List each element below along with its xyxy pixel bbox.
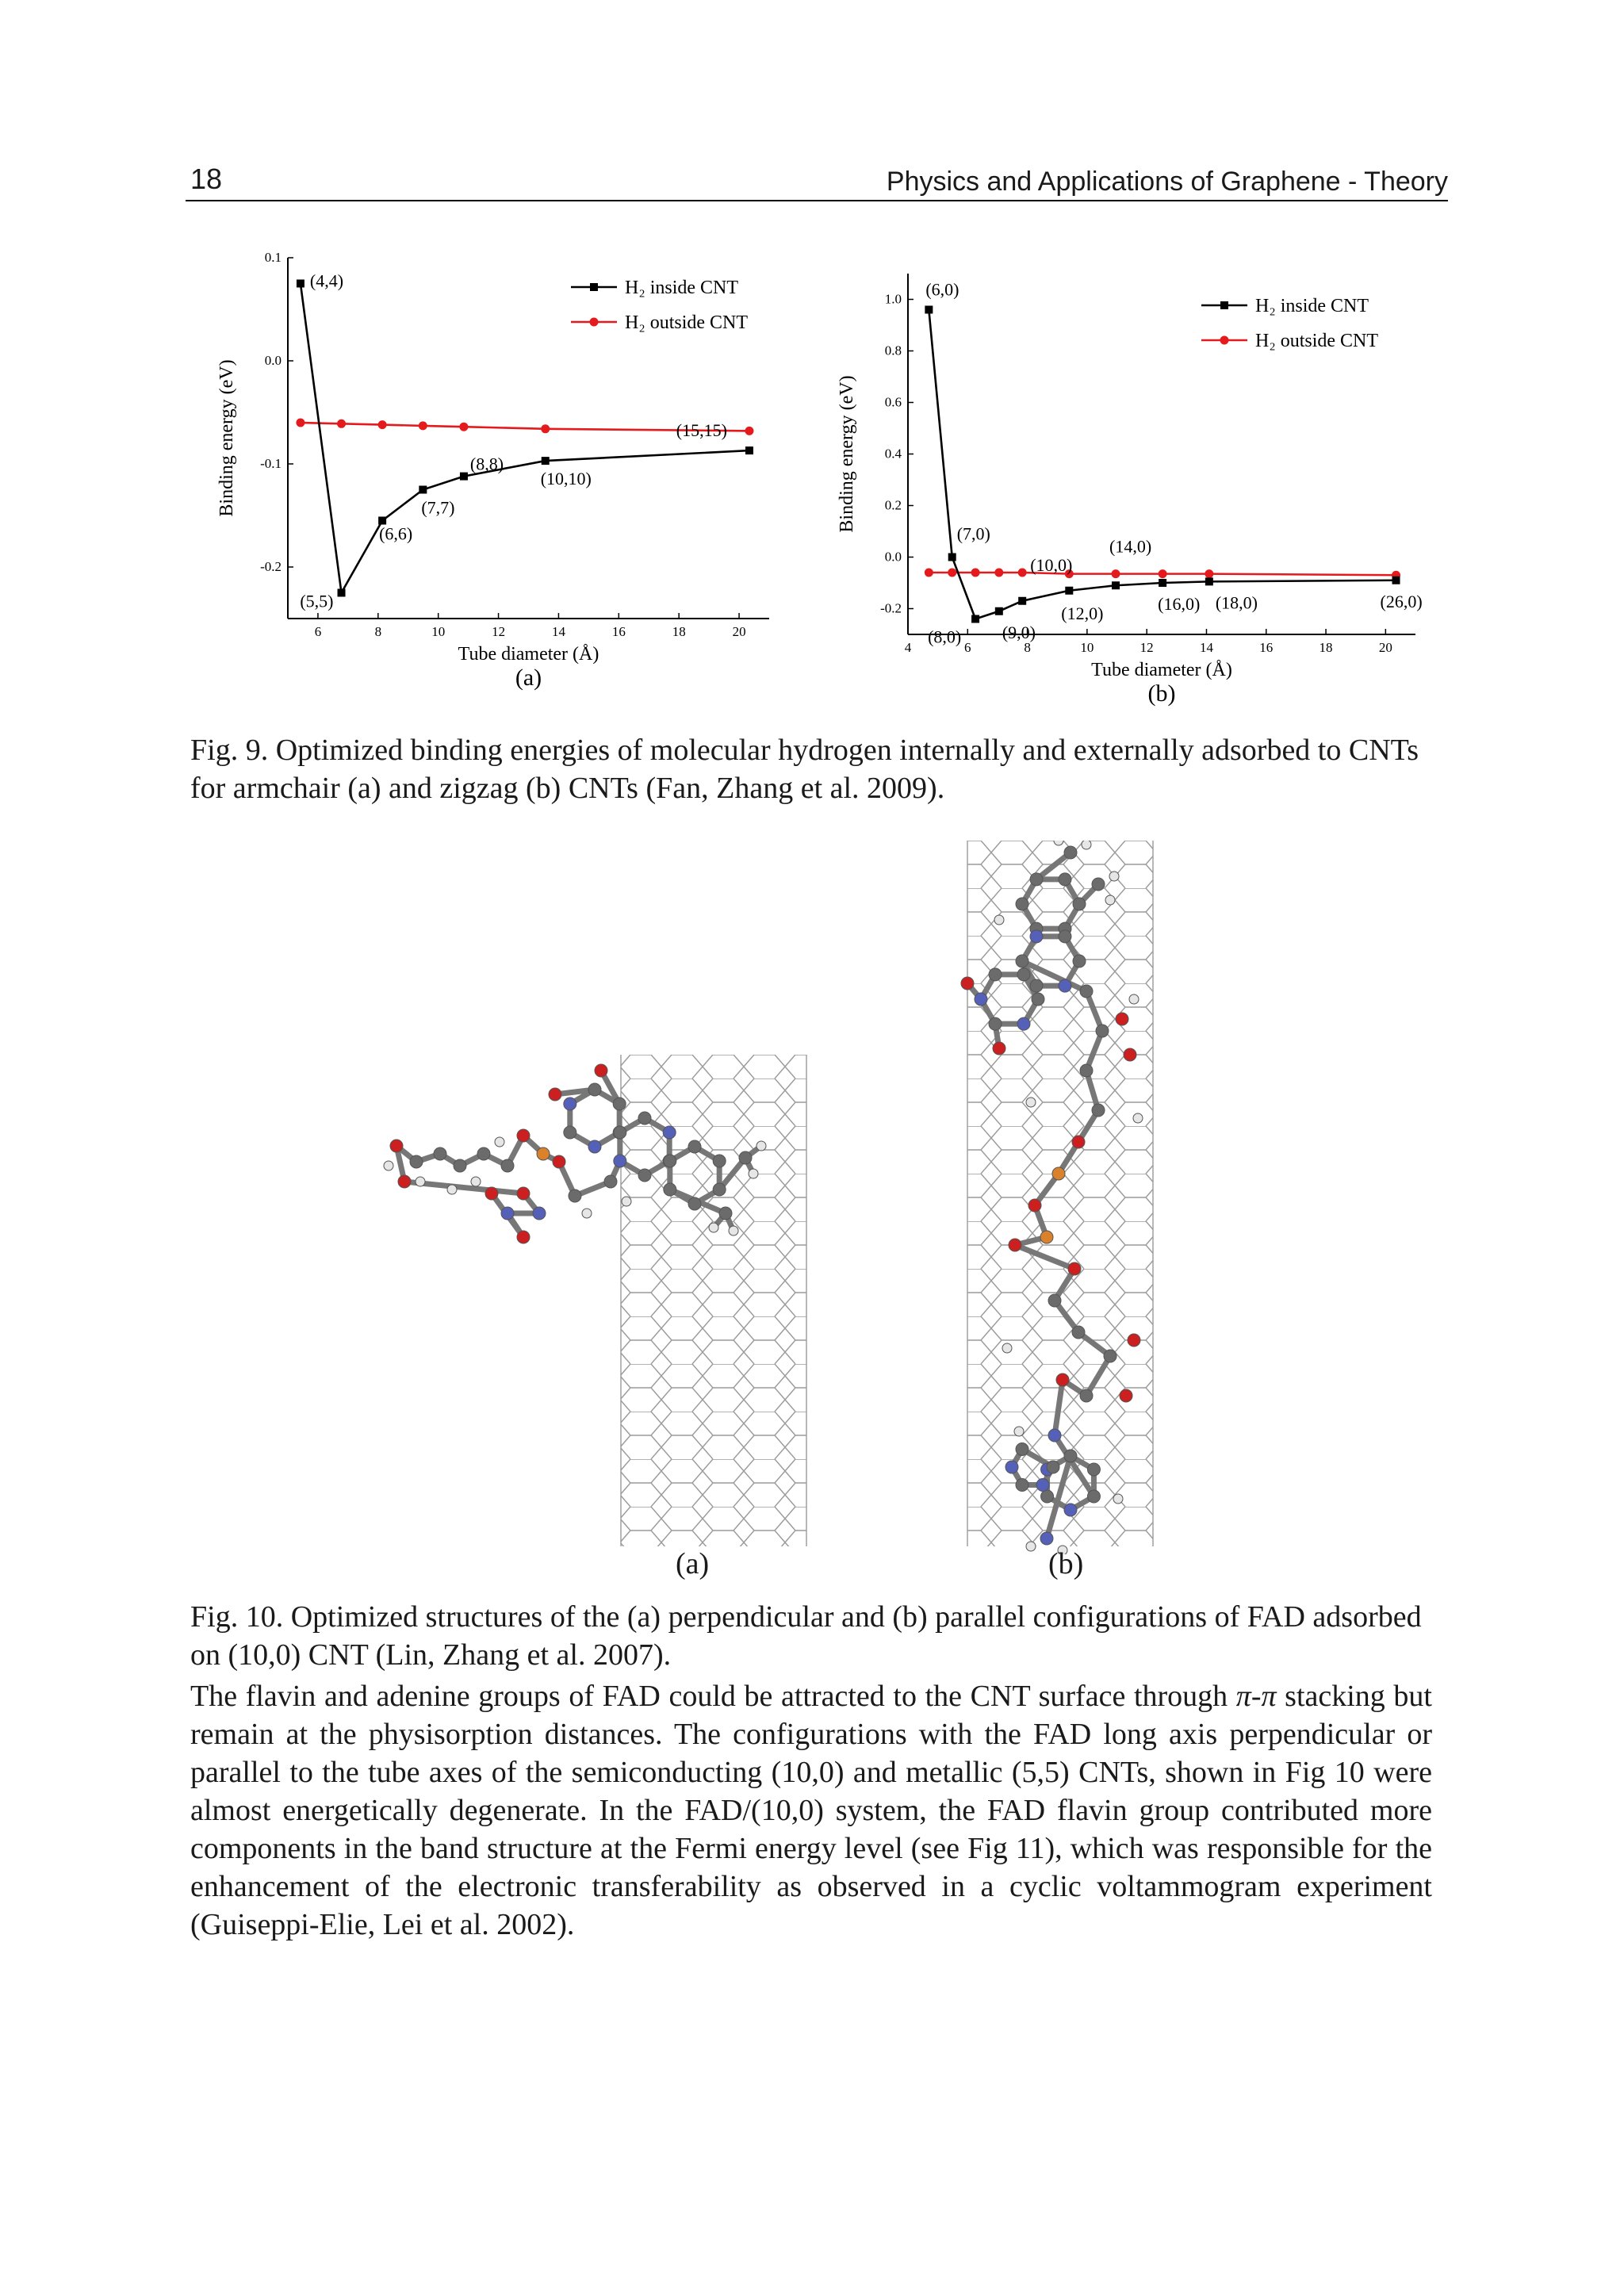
- data-point-circle: [1112, 569, 1120, 578]
- carbon-atom: [1092, 878, 1105, 891]
- carbon-atom: [1064, 1450, 1077, 1462]
- carbon-atom: [1017, 968, 1030, 981]
- point-annotation: (9,0): [1002, 622, 1036, 642]
- data-point-square: [338, 589, 346, 597]
- carbon-atom: [410, 1155, 423, 1168]
- data-point-square: [1065, 587, 1073, 595]
- legend-marker: [1220, 301, 1228, 309]
- carbon-atom: [454, 1159, 466, 1172]
- carbon-atom: [1059, 930, 1071, 943]
- carbon-atom: [569, 1190, 581, 1202]
- x-tick-label: 14: [551, 624, 565, 639]
- oxygen-atom: [1056, 1373, 1069, 1386]
- point-annotation: (10,0): [1030, 554, 1073, 575]
- carbon-atom: [1104, 1350, 1116, 1362]
- point-annotation: (7,7): [421, 497, 455, 518]
- nitrogen-atom: [1059, 979, 1071, 992]
- carbon-atom: [1030, 873, 1043, 886]
- cnt-tube-a: [621, 1055, 806, 1546]
- phosphorus-atom: [1052, 1167, 1065, 1180]
- carbon-atom: [713, 1155, 726, 1167]
- carbon-atom: [1080, 985, 1093, 998]
- data-point-square: [297, 280, 304, 288]
- hydrogen-atom: [384, 1161, 393, 1170]
- figure-9-caption: Fig. 9. Optimized binding energies of molecular hydrogen internally and externally adsorbed to CNTs for armchair (a) and zigzag (b) CNTs (Fan, Zhang et al. 2009).: [190, 734, 1419, 805]
- point-annotation: (26,0): [1380, 591, 1423, 611]
- data-point-circle: [1205, 569, 1213, 578]
- pi-pi-term: π-π: [1235, 1680, 1277, 1713]
- oxygen-atom: [1120, 1389, 1132, 1402]
- point-annotation: (10,10): [540, 469, 592, 489]
- data-point-circle: [1159, 569, 1167, 578]
- oxygen-atom: [595, 1064, 607, 1077]
- point-annotation: (15,15): [676, 420, 727, 441]
- carbon-atom: [604, 1175, 617, 1188]
- nitrogen-atom: [663, 1126, 676, 1139]
- y-tick-label: 1.0: [884, 291, 902, 307]
- data-point-circle: [419, 421, 427, 430]
- hydrogen-atom: [1026, 1098, 1036, 1107]
- carbon-atom: [1072, 1326, 1085, 1339]
- carbon-atom: [688, 1140, 701, 1153]
- nitrogen-atom: [501, 1207, 514, 1220]
- hydrogen-atom: [416, 1177, 425, 1186]
- carbon-atom: [688, 1197, 701, 1210]
- carbon-atom: [739, 1151, 752, 1164]
- oxygen-atom: [1128, 1334, 1140, 1347]
- y-axis-label: Binding energy (eV): [216, 359, 237, 517]
- carbon-atom: [1041, 1490, 1054, 1503]
- oxygen-atom: [390, 1140, 403, 1152]
- body-text-part-2: stacking but remain at the physisorption distances. The configurations with the FAD long axis perpendicular or parallel to the tube axes of the semiconducting (10,0) and metallic (5,5) CNTs, shown in Fig 10 were almost energetically degenerate. In the FAD/(10,0) system, the FAD flavin group contributed more components in the band structure at the Fermi energy level (see Fig 11), which was responsible for the enhancement of the electronic transferability as observed in a cyclic voltammogram experiment (Guiseppi-Elie, Lei et al. 2002).: [190, 1680, 1432, 1941]
- nitrogen-atom: [1005, 1461, 1018, 1473]
- carbon-atom: [638, 1112, 651, 1124]
- carbon-atom: [1016, 898, 1028, 910]
- oxygen-atom: [1072, 1136, 1085, 1148]
- x-tick-label: 18: [672, 624, 686, 639]
- data-point-square: [1159, 579, 1166, 587]
- carbon-atom: [564, 1126, 576, 1139]
- data-point-circle: [948, 569, 956, 577]
- point-annotation: (12,0): [1061, 603, 1104, 623]
- data-point-square: [745, 446, 753, 454]
- data-point-square: [1392, 577, 1400, 584]
- point-annotation: (8,8): [469, 454, 504, 474]
- carbon-atom: [1080, 1064, 1093, 1077]
- data-point-square: [1018, 597, 1026, 605]
- hydrogen-atom: [756, 1141, 766, 1151]
- carbon-atom: [434, 1147, 446, 1160]
- legend-label: H₂ inside CNT: [625, 278, 739, 298]
- y-tick-label: -0.2: [260, 559, 282, 574]
- carbon-atom: [719, 1207, 732, 1220]
- running-title: Physics and Applications of Graphene - Theory: [886, 167, 1448, 197]
- hydrogen-atom: [1133, 1113, 1143, 1123]
- data-point-square: [542, 457, 550, 465]
- data-point-square: [460, 473, 468, 481]
- carbon-atom: [1047, 1461, 1059, 1473]
- carbon-atom: [664, 1183, 676, 1196]
- x-tick-label: 8: [1024, 640, 1031, 655]
- carbon-atom: [1087, 1463, 1100, 1476]
- oxygen-atom: [1068, 1262, 1081, 1275]
- oxygen-atom: [517, 1187, 530, 1200]
- x-tick-label: 6: [314, 624, 322, 639]
- y-tick-label: 0.4: [884, 446, 902, 462]
- hydrogen-atom: [1109, 872, 1119, 881]
- x-tick-label: 10: [431, 624, 446, 639]
- x-tick-label: 10: [1080, 640, 1094, 655]
- data-point-circle: [337, 420, 346, 428]
- nitrogen-atom: [588, 1140, 601, 1153]
- nitrogen-atom: [1017, 1017, 1030, 1030]
- hydrogen-atom: [1105, 895, 1115, 905]
- page-number: 18: [190, 163, 223, 195]
- carbon-atom: [501, 1159, 514, 1172]
- x-tick-label: 16: [611, 624, 626, 639]
- phosphorus-atom: [537, 1147, 550, 1160]
- hydrogen-atom: [1014, 1427, 1024, 1436]
- carbon-atom: [614, 1126, 626, 1139]
- hydrogen-atom: [471, 1177, 481, 1186]
- figure-10-caption: Fig. 10. Optimized structures of the (a) perpendicular and (b) parallel configurations of FAD adsorbed on (10,0) CNT (Lin, Zhang et al. 2007).: [190, 1600, 1422, 1672]
- y-tick-label: 0.0: [264, 353, 282, 368]
- x-tick-label: 20: [732, 624, 746, 639]
- hydrogen-atom: [447, 1185, 457, 1194]
- nitrogen-atom: [1030, 930, 1043, 943]
- data-point-circle: [994, 569, 1003, 577]
- hydrogen-atom: [1129, 994, 1139, 1004]
- point-annotation: (14,0): [1109, 536, 1152, 557]
- y-tick-label: 0.6: [884, 394, 902, 410]
- point-annotation: (16,0): [1158, 594, 1201, 614]
- x-tick-label: 16: [1259, 640, 1274, 655]
- header-rule: [186, 200, 1448, 201]
- carbon-atom: [588, 1083, 601, 1096]
- data-point-circle: [745, 427, 753, 435]
- legend-label: H₂ outside CNT: [1255, 331, 1379, 351]
- carbon-atom: [1073, 898, 1086, 910]
- oxygen-atom: [1009, 1239, 1021, 1251]
- hydrogen-atom: [582, 1209, 592, 1218]
- legend-marker: [590, 283, 598, 291]
- chart-a-armchair: [202, 246, 805, 722]
- carbon-atom: [1096, 1025, 1109, 1037]
- point-annotation: (7,0): [956, 523, 990, 544]
- y-tick-label: 0.1: [264, 250, 282, 265]
- legend-marker: [1220, 336, 1229, 345]
- legend-label: H₂ outside CNT: [625, 312, 749, 333]
- y-tick-label: -0.2: [880, 600, 902, 616]
- nitrogen-atom: [564, 1098, 576, 1110]
- figure-10-structures: [373, 841, 1324, 1554]
- point-annotation: (6,6): [379, 523, 413, 544]
- data-point-circle: [1018, 569, 1027, 577]
- y-tick-label: -0.1: [260, 456, 282, 471]
- body-text-part-1: The flavin and adenine groups of FAD could be attracted to the CNT surface through: [190, 1680, 1236, 1713]
- hydrogen-atom: [495, 1137, 504, 1147]
- carbon-atom: [477, 1147, 490, 1160]
- data-point-circle: [925, 569, 933, 577]
- point-annotation: (5,5): [300, 591, 334, 611]
- carbon-atom: [1032, 993, 1044, 1006]
- panel-label: (b): [1147, 680, 1176, 707]
- x-tick-label: 20: [1378, 640, 1392, 655]
- carbon-atom: [664, 1155, 676, 1167]
- point-annotation: (18,0): [1215, 592, 1258, 613]
- oxygen-atom: [485, 1187, 498, 1200]
- carbon-atom: [1048, 1294, 1061, 1307]
- carbon-atom: [989, 1017, 1002, 1030]
- carbon-atom: [1087, 1490, 1100, 1503]
- hydrogen-atom: [729, 1226, 738, 1236]
- carbon-atom: [638, 1169, 651, 1182]
- oxygen-atom: [517, 1231, 530, 1243]
- carbon-atom: [1016, 1479, 1028, 1492]
- oxygen-atom: [993, 1042, 1005, 1055]
- x-axis-label: Tube diameter (Å): [1091, 660, 1232, 680]
- figure-10-label-b: (b): [1048, 1547, 1084, 1580]
- y-tick-label: 0.0: [884, 549, 902, 565]
- carbon-atom: [1092, 1104, 1105, 1117]
- x-axis-label: Tube diameter (Å): [458, 644, 599, 665]
- carbon-atom: [613, 1098, 626, 1110]
- hydrogen-atom: [622, 1197, 631, 1206]
- hydrogen-atom: [749, 1169, 758, 1178]
- oxygen-atom: [398, 1175, 411, 1188]
- nitrogen-atom: [614, 1155, 626, 1167]
- data-point-square: [971, 615, 979, 623]
- carbon-atom: [1030, 979, 1043, 992]
- carbon-atom: [1016, 1442, 1028, 1455]
- point-annotation: (8,0): [928, 626, 962, 647]
- oxygen-atom: [549, 1088, 561, 1101]
- x-tick-label: 12: [1139, 640, 1154, 655]
- data-point-circle: [296, 419, 304, 427]
- hydrogen-atom: [1002, 1343, 1012, 1353]
- x-tick-label: 8: [374, 624, 382, 639]
- data-point-square: [925, 306, 933, 314]
- y-tick-label: 0.2: [884, 497, 902, 513]
- oxygen-atom: [961, 977, 974, 990]
- data-point-circle: [541, 424, 550, 433]
- nitrogen-atom: [1040, 1532, 1053, 1545]
- carbon-atom: [1064, 846, 1077, 859]
- data-point-square: [995, 607, 1003, 615]
- x-tick-label: 4: [904, 640, 912, 655]
- figure-10-label-a: (a): [676, 1547, 710, 1580]
- nitrogen-atom: [1036, 1479, 1049, 1492]
- data-point-square: [1112, 581, 1120, 589]
- data-point-circle: [378, 420, 387, 429]
- y-tick-label: 0.8: [884, 343, 902, 358]
- chart-b-zigzag: [825, 262, 1427, 722]
- data-point-square: [419, 486, 427, 494]
- point-annotation: (6,0): [925, 279, 959, 300]
- data-point-square: [948, 554, 956, 561]
- hydrogen-atom: [1113, 1494, 1123, 1504]
- nitrogen-atom: [533, 1207, 546, 1220]
- nitrogen-atom: [1064, 1504, 1077, 1516]
- legend-label: H₂ inside CNT: [1255, 296, 1369, 316]
- x-tick-label: 12: [492, 624, 506, 639]
- nitrogen-atom: [975, 993, 987, 1006]
- hydrogen-atom: [994, 915, 1004, 925]
- hydrogen-atom: [1082, 841, 1091, 849]
- body-paragraph: [190, 1677, 1432, 1944]
- data-point-square: [1205, 577, 1213, 585]
- oxygen-atom: [1028, 1199, 1041, 1212]
- hydrogen-atom: [1026, 1542, 1036, 1551]
- data-point-circle: [971, 569, 980, 577]
- carbon-atom: [1016, 955, 1028, 967]
- carbon-atom: [713, 1183, 726, 1196]
- phosphorus-atom: [1040, 1231, 1053, 1243]
- hydrogen-atom: [709, 1223, 718, 1232]
- oxygen-atom: [517, 1129, 530, 1142]
- carbon-atom: [1073, 955, 1086, 967]
- data-point-circle: [459, 423, 468, 431]
- oxygen-atom: [1116, 1013, 1128, 1025]
- point-annotation: (4,4): [309, 270, 344, 291]
- oxygen-atom: [553, 1155, 565, 1168]
- oxygen-atom: [1124, 1048, 1136, 1061]
- x-tick-label: 6: [964, 640, 971, 655]
- x-tick-label: 14: [1199, 640, 1213, 655]
- x-tick-label: 18: [1319, 640, 1333, 655]
- panel-label: (a): [515, 665, 542, 691]
- nitrogen-atom: [1048, 1429, 1061, 1442]
- carbon-atom: [989, 968, 1002, 981]
- carbon-atom: [1059, 873, 1071, 886]
- legend-marker: [590, 318, 599, 327]
- y-axis-label: Binding energy (eV): [837, 375, 857, 533]
- carbon-atom: [1080, 1389, 1093, 1402]
